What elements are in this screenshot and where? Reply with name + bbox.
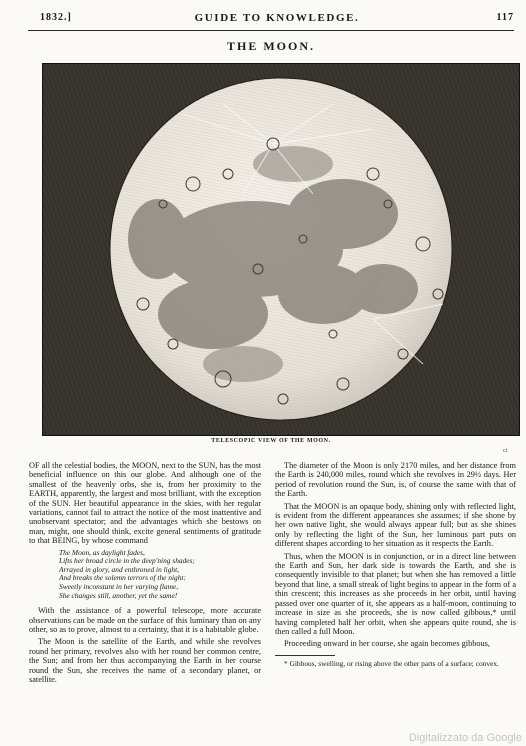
left-column [29, 461, 261, 687]
paragraph: OF all the celestial bodies, the MOON, next to the SUN, has the most beneficial influence on this our globe. And although one of the smallest of the heavenly orbs, she is, from her proximity to the EARTH, apparently, the largest and most brilliant, with the exception of the SUN. Her beautiful appearance in the skies, with her regular variations, cannot fail to attract the notice of the most inattentive and unobservant spectator; and the advantages which she bestows on man, might, one should think, excite general sentiments of gratitude to that BEING, by whose command [29, 461, 261, 546]
margin-mark: ct [503, 448, 508, 454]
paragraph: Thus, when the MOON is in conjunction, or in a direct line between the Earth and Sun, her dark side is towards the Earth, and she is consequently invisible to that planet; but when she has removed a little beyond that line, a small streak of light begins to appear in the form of a thin crescent; this increases as she proceeds in her orbit, until having passed over one quarter of it, she appears as a half-moon, continuing to increase in size as she proceeds, she is now called gibbous,* until having completed half her orbit, when she appears quite round, she is then called a full Moon. [275, 551, 516, 636]
verse-line: Sweetly inconstant in her varying flame, [59, 582, 179, 592]
paragraph: With the assistance of a powerful telescope, more accurate observations can be made on the surface of this luminary than on any other, so as to prove, almost to a certainty, that it is a habitable globe. [29, 606, 261, 635]
footnote: * Gibbous, swelling, or rising above the other parts of a surface; convex. [284, 658, 499, 668]
year: 1832.] [40, 12, 72, 23]
paragraph: The Moon is the satellite of the Earth, and while she revolves round her primary, revolves also with her round her common centre, the Sun; and from her thus accompanying the Earth in her course round the Sun, she receives the name of a secondary planet, or satellite. [29, 637, 261, 685]
paragraph: That the MOON is an opaque body, shining only with reflected light, is evident from the different appearances she assumes; if she shone by her own native light, she would always appear full; but as she shines only by reflecting the light of the Sun, her luminous part puts on different shapes according to her situation as it respects the Earth. [275, 501, 516, 549]
page-number: 117 [496, 12, 514, 23]
verse-block [59, 549, 261, 601]
header-rule [28, 30, 514, 31]
verse-line: She changes still, another, yet the same! [59, 590, 178, 600]
moon-engraving [42, 63, 520, 436]
footnote-rule [275, 655, 335, 656]
verse-line: The Moon, as daylight fades, [59, 547, 145, 557]
article-title: THE MOON. [226, 39, 315, 53]
moon-illustration [43, 64, 519, 435]
watermark: Digitalizzato da Google [408, 732, 522, 744]
running-head [40, 12, 514, 26]
verse-line: And breaks the solemn terrors of the night: [59, 573, 186, 583]
journal-title: GUIDE TO KNOWLEDGE. [194, 12, 360, 24]
verse-line: Arrayed in glory, and enthroned in light, [59, 564, 180, 574]
paragraph: The diameter of the Moon is only 2170 miles, and her distance from the Earth is 240,000 miles, round which she revolves in 29½ days. Her period of revolution round the Sun, is, of course the same with that of the Earth. [275, 461, 516, 499]
plate-caption: TELESCOPIC VIEW OF THE MOON. [211, 438, 331, 444]
verse-line: Lifts her broad circle in the deep'ning shades; [59, 556, 195, 566]
paragraph: Proceeding onward in her course, she again becomes gibbous, [284, 639, 490, 649]
right-column [275, 461, 516, 671]
